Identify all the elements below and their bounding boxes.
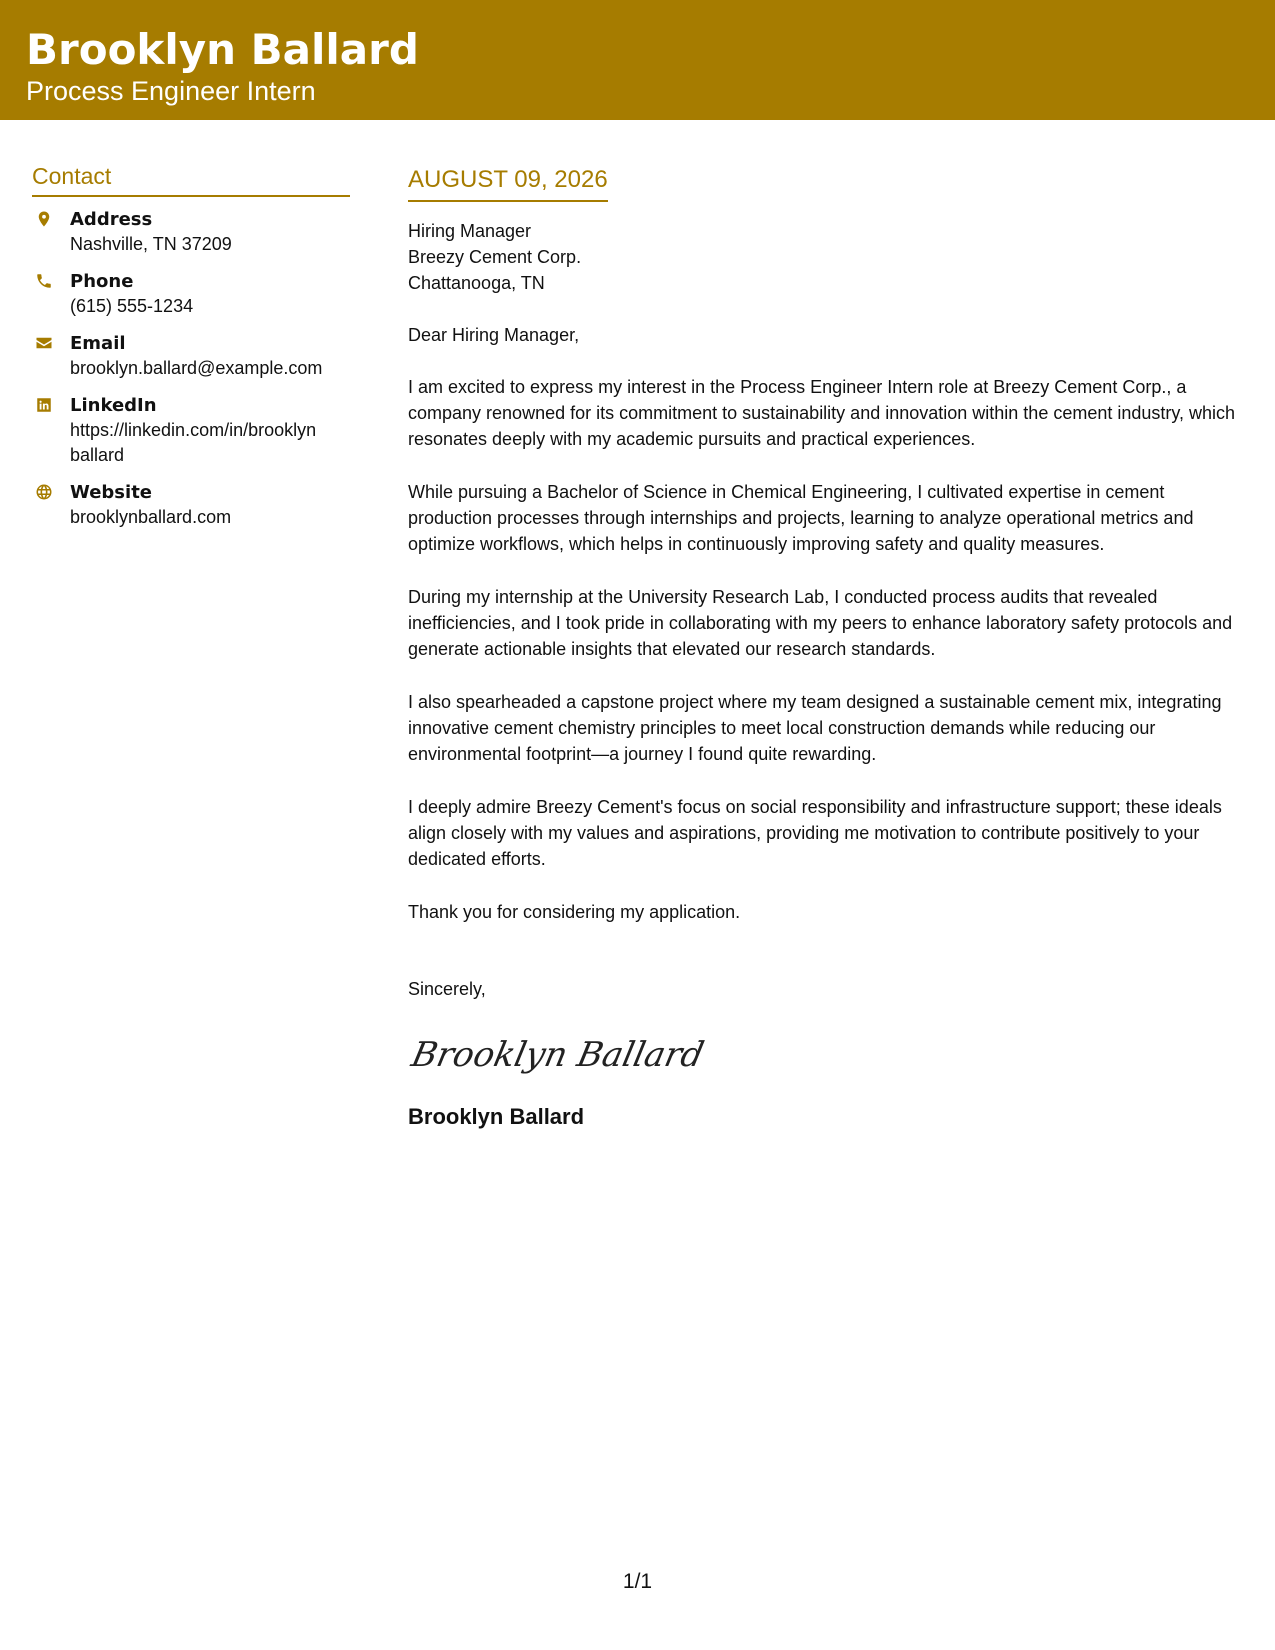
linkedin-icon — [34, 395, 54, 415]
email-label: Email — [70, 333, 126, 354]
linkedin-value: https://linkedin.com/in/brooklyn ballard — [70, 420, 317, 465]
envelope-icon — [34, 333, 54, 353]
contact-sidebar — [32, 160, 352, 542]
handwritten-signature — [408, 1028, 1240, 1088]
page-number: 1/1 — [622, 1570, 653, 1593]
body-paragraph: While pursuing a Bachelor of Science in Chemical Engineering, I cultivated expertise in cement production processes through internships and projects, learning to analyze operational metrics and optimize workflows, which helps in continuously improving safety and quality measures. — [408, 482, 1194, 554]
applicant-role: Process Engineer Intern — [26, 76, 316, 106]
recipient-location: Chattanooga, TN — [408, 273, 545, 293]
address-label: Address — [70, 209, 153, 230]
contact-item-website — [32, 480, 352, 530]
address-value: Nashville, TN 37209 — [70, 234, 232, 254]
contact-item-address — [32, 207, 352, 257]
salutation: Dear Hiring Manager, — [408, 325, 580, 345]
globe-icon — [34, 482, 54, 502]
letter-body — [408, 164, 1240, 1132]
recipient-title: Hiring Manager — [408, 221, 532, 241]
header-banner — [0, 0, 1275, 120]
website-label: Website — [70, 482, 153, 503]
applicant-name: Brooklyn Ballard — [26, 25, 419, 74]
contact-item-phone — [32, 269, 352, 319]
contact-item-email — [32, 331, 352, 381]
email-value: brooklyn.ballard@example.com — [70, 358, 323, 378]
body-paragraph: Thank you for considering my application. — [408, 902, 741, 922]
recipient-company: Breezy Cement Corp. — [408, 247, 582, 267]
contact-heading: Contact — [32, 160, 350, 197]
signed-name: Brooklyn Ballard — [408, 1104, 585, 1129]
body-paragraph: During my internship at the University Research Lab, I conducted process audits that revealed inefficiencies, and I took pride in collaborating with my peers to enhance laboratory safety protocols and generate actionable insights that elevated our research standards. — [408, 587, 1233, 659]
body-paragraph: I also spearheaded a capstone project where my team designed a sustainable cement mix, integrating innovative cement chemistry principles to meet local construction demands while reducing our environmental footprint—a journey I found quite rewarding. — [408, 692, 1222, 764]
website-value: brooklynballard.com — [70, 507, 232, 527]
location-pin-icon — [34, 209, 54, 229]
linkedin-label: LinkedIn — [70, 395, 157, 416]
recipient-block — [408, 218, 1240, 296]
phone-value: (615) 555-1234 — [70, 296, 194, 316]
phone-icon — [34, 271, 54, 291]
contact-item-linkedin — [32, 393, 352, 468]
closing: Sincerely, — [408, 979, 486, 999]
svg-text:Brooklyn Ballard: Brooklyn Ballard — [408, 1035, 708, 1075]
letter-date: AUGUST 09, 2026 — [408, 164, 608, 202]
body-paragraph: I deeply admire Breezy Cement's focus on social responsibility and infrastructure support; these ideals align closely with my values and aspirations, providing me motivation to contribute positively to your dedicated efforts. — [408, 797, 1222, 869]
body-paragraph: I am excited to express my interest in the Process Engineer Intern role at Breezy Cement Corp., a company renowned for its commitment to sustainability and innovation within the cement industry, which resonates deeply with my academic pursuits and practical experiences. — [408, 377, 1236, 449]
phone-label: Phone — [70, 271, 134, 292]
